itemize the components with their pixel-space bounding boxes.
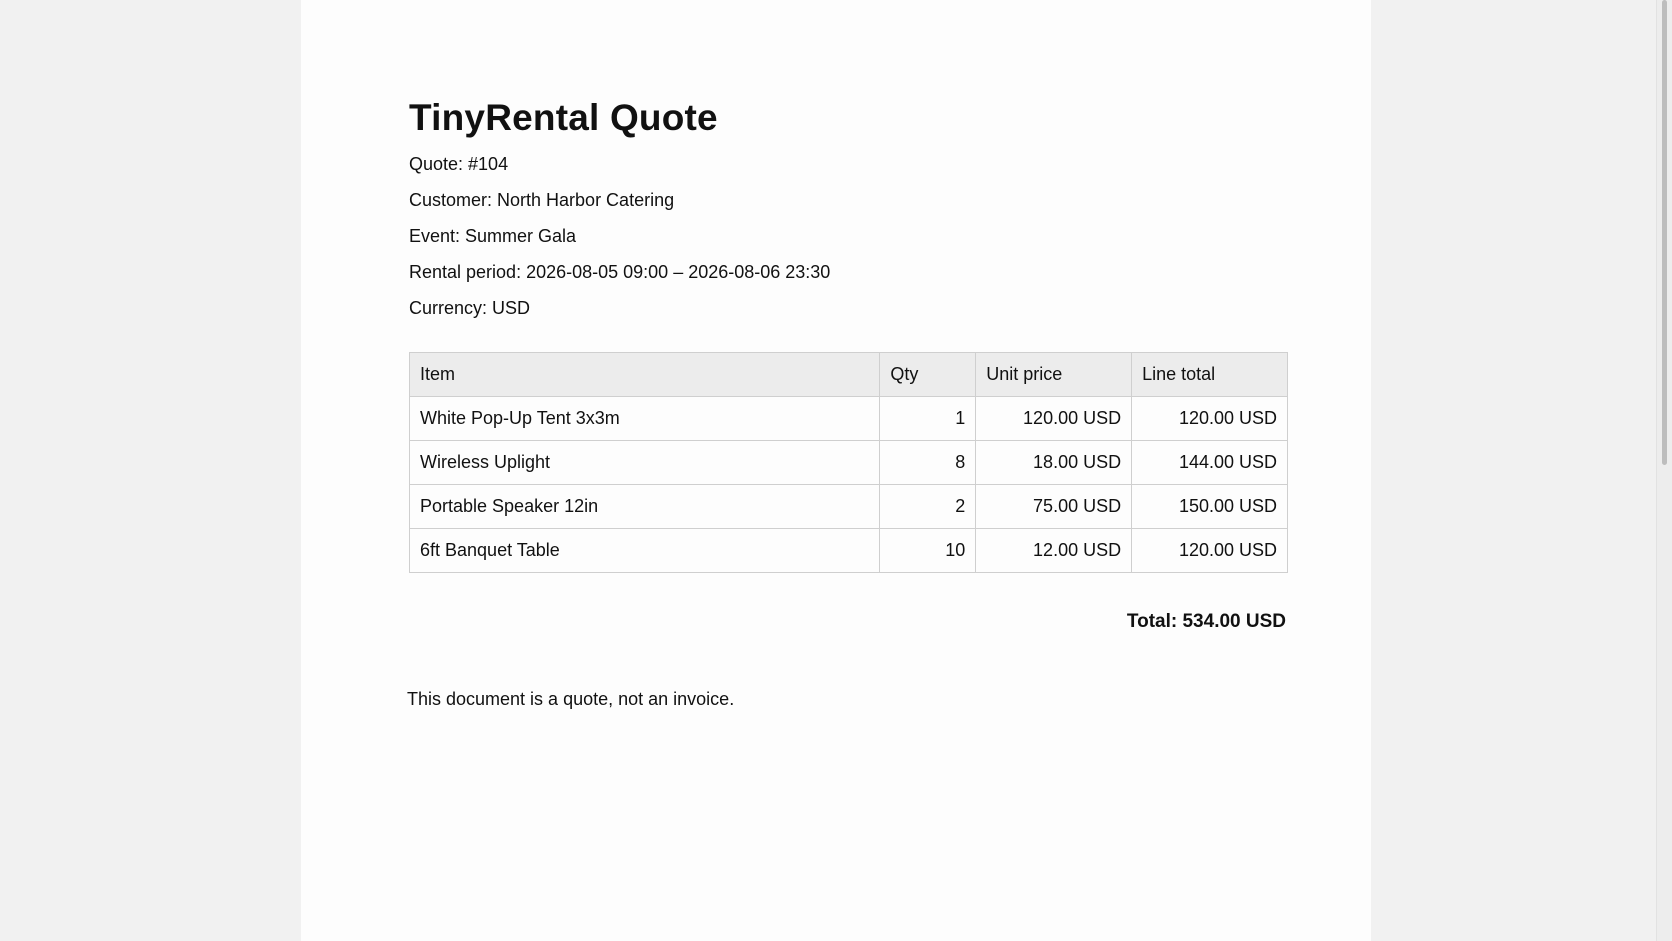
line-total-cell: 144.00 USD <box>1132 441 1288 485</box>
line-total-cell: 120.00 USD <box>1132 529 1288 573</box>
unit-price-cell: 12.00 USD <box>976 529 1132 573</box>
column-header-qty: Qty <box>880 353 976 397</box>
table-row <box>410 441 1288 485</box>
unit-price-cell: 18.00 USD <box>976 441 1132 485</box>
disclaimer-note: This document is a quote, not an invoice. <box>407 689 735 709</box>
qty-cell: 8 <box>880 441 976 485</box>
line-total-cell: 120.00 USD <box>1132 397 1288 441</box>
customer-name: Customer: North Harbor Catering <box>409 190 675 210</box>
item-name-cell: Portable Speaker 12in <box>410 485 880 529</box>
table-row <box>410 529 1288 573</box>
qty-cell: 10 <box>880 529 976 573</box>
vertical-scrollbar[interactable] <box>1656 0 1672 941</box>
line-total-cell: 150.00 USD <box>1132 485 1288 529</box>
table-row <box>410 485 1288 529</box>
column-header-line-total: Line total <box>1132 353 1288 397</box>
quote-details <box>409 146 1289 326</box>
item-name-cell: 6ft Banquet Table <box>410 529 880 573</box>
event-name: Event: Summer Gala <box>409 226 577 246</box>
qty-cell: 1 <box>880 397 976 441</box>
rental-period: Rental period: 2026-08-05 09:00 – 2026-08-06 23:30 <box>409 262 831 282</box>
line-items-table <box>409 352 1288 573</box>
currency: Currency: USD <box>409 298 531 318</box>
unit-price-cell: 120.00 USD <box>976 397 1132 441</box>
document-page <box>301 0 1371 941</box>
qty-cell: 2 <box>880 485 976 529</box>
quote-number: Quote: #104 <box>409 154 509 174</box>
unit-price-cell: 75.00 USD <box>976 485 1132 529</box>
scrollbar-thumb[interactable] <box>1662 0 1667 465</box>
document-title: TinyRental Quote <box>409 97 718 138</box>
item-name-cell: Wireless Uplight <box>410 441 880 485</box>
column-header-item: Item <box>410 353 880 397</box>
table-header-row <box>410 353 1288 397</box>
item-name-cell: White Pop-Up Tent 3x3m <box>410 397 880 441</box>
document-content <box>409 94 1289 710</box>
quote-total: Total: 534.00 USD <box>1126 611 1286 632</box>
column-header-unit-price: Unit price <box>976 353 1132 397</box>
table-row <box>410 397 1288 441</box>
